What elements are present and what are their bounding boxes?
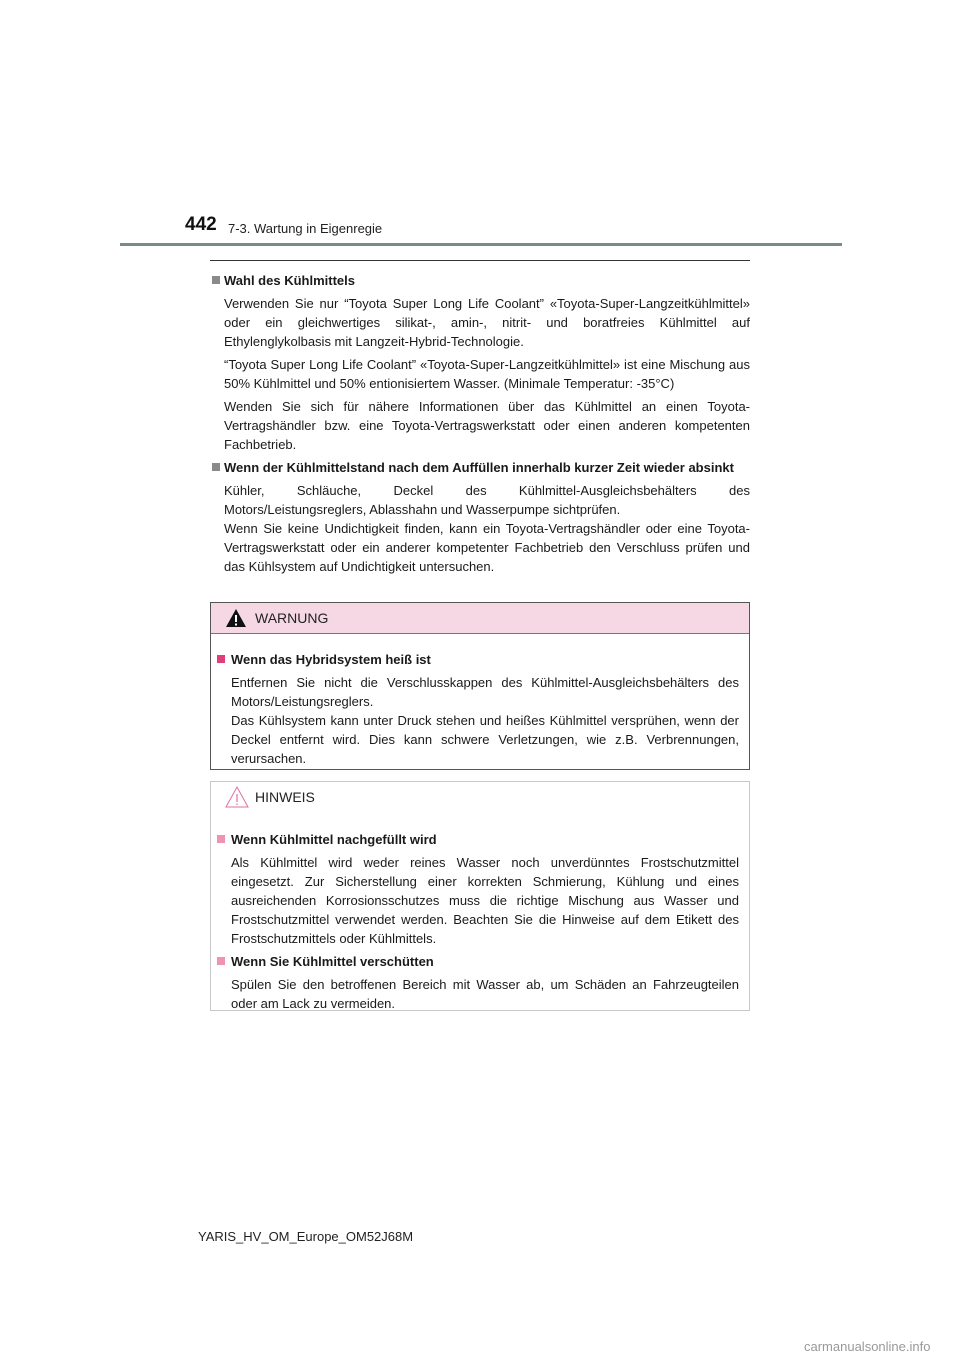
warning-triangle-icon (225, 608, 247, 628)
page-number: 442 (185, 214, 217, 235)
notice-subheading-spill: Wenn Sie Kühlmittel verschütten (215, 952, 739, 971)
subheading-coolant-choice: Wahl des Kühlmittels (210, 271, 750, 290)
notice-body (211, 818, 749, 1013)
paragraph: Als Kühlmittel wird weder reines Wasser noch unverdünntes Frostschutzmittel eingesetzt. Zur Sicherstellung einer korrekten Schmierung, Kühlung und eines ausreichenden Korrosionsschutzes muss die richtige Mischung aus Wasser und Frostschutzmittel verwendet werden. Beachten Sie die Hinweise auf dem Etikett des Frostschutzmittels oder Kühlmittels. (231, 855, 739, 946)
main-content (210, 267, 750, 576)
square-bullet-icon (212, 276, 220, 284)
warning-label: WARNUNG (255, 610, 329, 626)
subheading-coolant-level-drop: Wenn der Kühlmittelstand nach dem Auffüllen innerhalb kurzer Zeit wieder absinkt (210, 458, 750, 477)
caution-triangle-icon (225, 785, 249, 809)
square-bullet-icon (217, 835, 225, 843)
content-rule (210, 260, 750, 261)
paragraph: “Toyota Super Long Life Coolant” «Toyota-Super-Langzeitkühlmittel» ist eine Mischung aus 50% Kühlmittel und 50% entionisiertem Wasser. (Minimale Temperatur: -35°C) (224, 357, 750, 391)
document-id-footer: YARIS_HV_OM_Europe_OM52J68M (198, 1229, 414, 1244)
warning-body (211, 634, 749, 768)
paragraph: Wenden Sie sich für nähere Informationen über das Kühlmittel an einen Toyota-Vertragshändler bzw. eine Toyota-Vertragswerkstatt oder einen anderen kompetenten Fachbetrieb. (224, 399, 750, 452)
warning-subheading: Wenn das Hybridsystem heiß ist (215, 650, 739, 669)
notice-subheading-refill: Wenn Kühlmittel nachgefüllt wird (215, 830, 739, 849)
notice-box (210, 781, 750, 1011)
paragraph: Verwenden Sie nur “Toyota Super Long Life Coolant” «Toyota-Super-Langzeitkühlmittel» oder ein gleichwertiges silikat-, amin-, nitrit- und boratfreies Kühlmittel auf Ethylenglykolbasis mit Langzeit-Hybrid-Technologie. (224, 296, 750, 349)
header-rule (120, 243, 842, 246)
paragraph: Kühler, Schläuche, Deckel des Kühlmittel-Ausgleichsbehälters des Motors/Leistungsreglers, Ablasshahn und Wasserpumpe sichtprüfen. Wenn Sie keine Undichtigkeit finden, kann ein Toyota-Vertragshändler oder eine Toyota-Vertragswerkstatt oder ein anderer kompetenter Fachbetrieb den Verschluss prüfen und das Kühlsystem auf Undichtigkeit untersuchen. (224, 483, 750, 574)
warning-box (210, 602, 750, 770)
paragraph: Spülen Sie den betroffenen Bereich mit Wasser ab, um Schäden an Fahrzeugteilen oder am Lack zu vermeiden. (231, 977, 739, 1011)
notice-label: HINWEIS (255, 789, 315, 805)
square-bullet-icon (217, 957, 225, 965)
square-bullet-icon (217, 655, 225, 663)
section-label: 7-3. Wartung in Eigenregie (228, 221, 383, 236)
watermark: carmanualsonline.info (804, 1339, 931, 1354)
paragraph: Entfernen Sie nicht die Verschlusskappen des Kühlmittel-Ausgleichsbehälters des Motors/Leistungsreglers. Das Kühlsystem kann unter Druck stehen und heißes Kühlmittel versprühen, wenn der Deckel entfernt wird. Dies kann schwere Verletzungen, wie z.B. Verbrennungen, verursachen. (231, 675, 739, 766)
notice-header (211, 782, 749, 818)
square-bullet-icon (212, 463, 220, 471)
warning-header (211, 603, 749, 634)
